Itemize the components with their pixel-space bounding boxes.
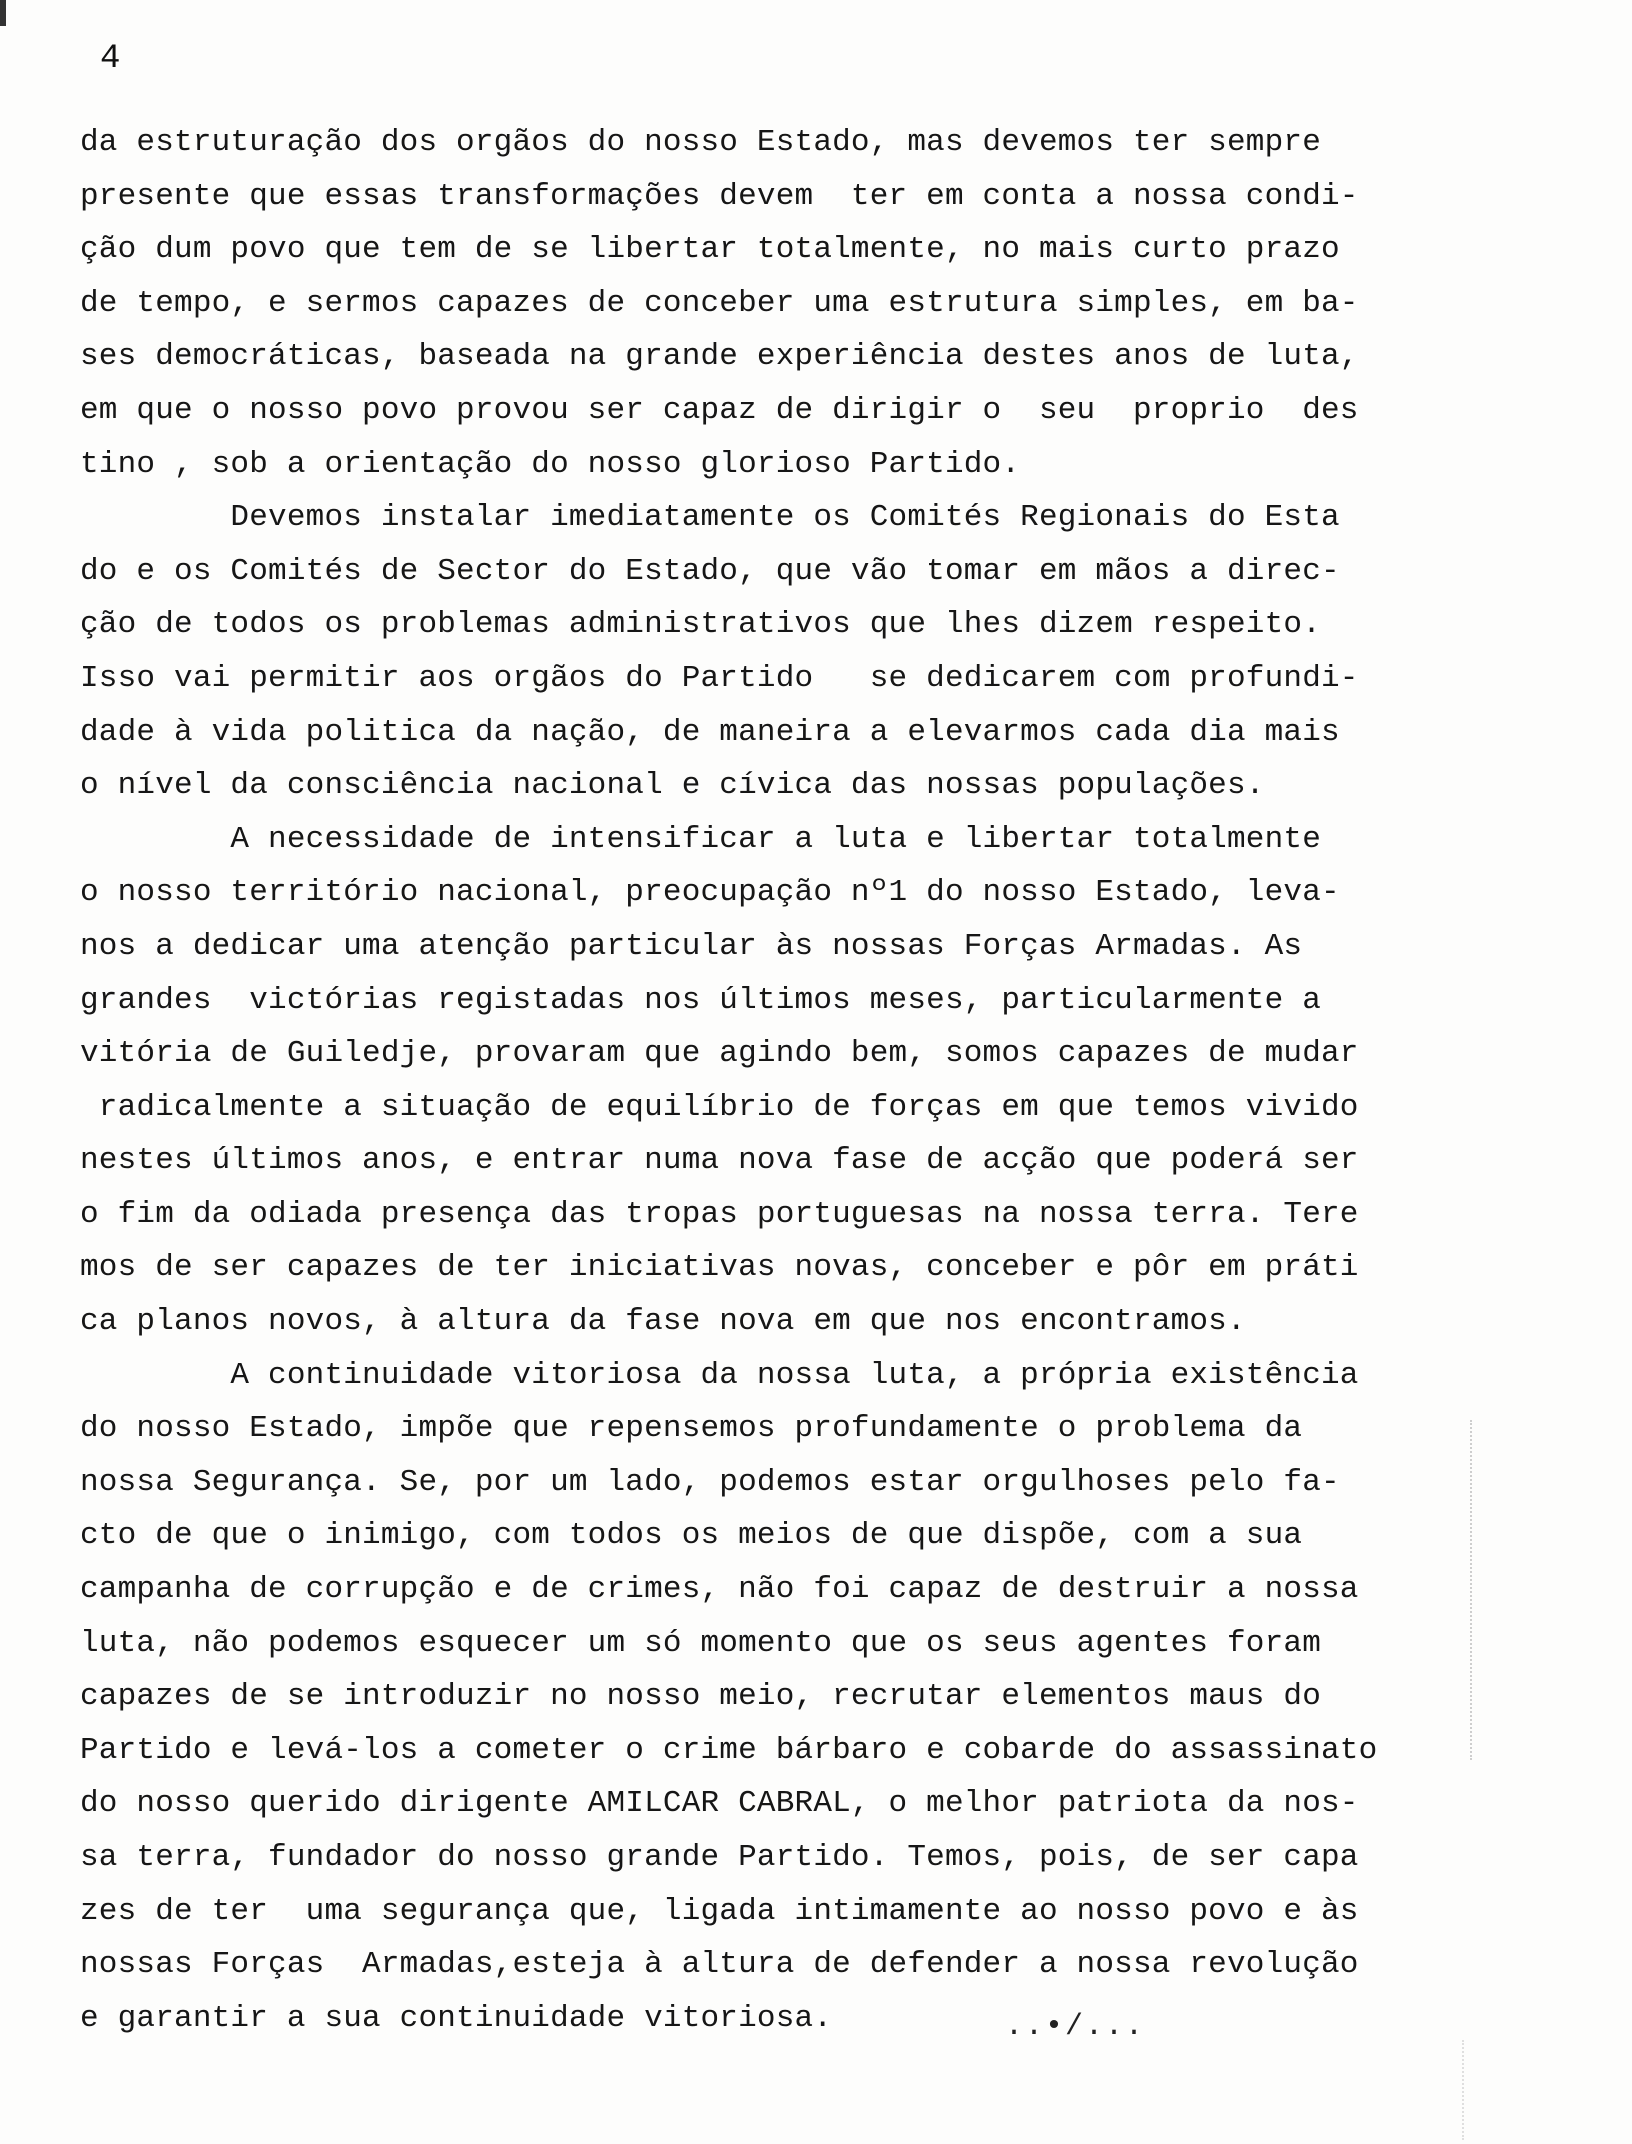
text-line: grandes victórias registadas nos últimos meses, particularmente a — [80, 982, 1321, 1018]
text-line: do e os Comités de Sector do Estado, que vão tomar em mãos a direc- — [80, 553, 1340, 589]
scan-edge-mark — [0, 0, 6, 26]
text-line: tino , sob a orientação do nosso glorioso Partido. — [80, 446, 1021, 482]
text-line: do nosso Estado, impõe que repensemos profundamente o problema da — [80, 1411, 1303, 1447]
text-line: ca planos novos, à altura da fase nova em que nos encontramos. — [80, 1304, 1246, 1340]
text-line: Partido e levá-los a cometer o crime bárbaro e cobarde do assassinato — [80, 1732, 1378, 1768]
text-line: radicalmente a situação de equilíbrio de forças em que temos vivido — [80, 1089, 1359, 1125]
text-line: do nosso querido dirigente AMILCAR CABRAL, o melhor patriota da nos- — [80, 1786, 1359, 1822]
text-line: cto de que o inimigo, com todos os meios de que dispõe, com a sua — [80, 1518, 1303, 1554]
text-line: Devemos instalar imediatamente os Comités Regionais do Esta — [80, 500, 1340, 536]
text-line: de tempo, e sermos capazes de conceber uma estrutura simples, em ba- — [80, 285, 1359, 321]
text-line: sa terra, fundador do nosso grande Partido. Temos, pois, de ser capa — [80, 1840, 1359, 1875]
text-line: Isso vai permitir aos orgãos do Partido se dedicarem com profundi- — [80, 660, 1359, 696]
body-text — [80, 116, 1440, 2045]
text-line: ses democráticas, baseada na grande experiência destes anos de luta, — [80, 339, 1359, 375]
text-line: luta, não podemos esquecer um só momento que os seus agentes foram — [80, 1625, 1321, 1661]
text-line: nossa Segurança. Se, por um lado, podemos estar orgulhoses pelo fa- — [80, 1464, 1340, 1500]
text-line: o fim da odiada presença das tropas portuguesas na nossa terra. Tere — [80, 1196, 1359, 1232]
text-line: ção dum povo que tem de se libertar totalmente, no mais curto prazo — [80, 232, 1340, 268]
text-line: campanha de corrupção e de crimes, não foi capaz de destruir a nossa — [80, 1572, 1359, 1608]
text-line: em que o nosso povo provou ser capaz de dirigir o seu proprio des — [80, 392, 1359, 428]
text-line: o nível da consciência nacional e cívica das nossas populações. — [80, 768, 1265, 804]
page-number: 4 — [100, 40, 121, 78]
scan-specks — [1470, 1420, 1476, 1760]
text-line: da estruturação dos orgãos do nosso Estado, mas devemos ter sempre — [80, 125, 1321, 160]
text-line: ção de todos os problemas administrativos que lhes dizem respeito. — [80, 607, 1321, 643]
text-line: o nosso território nacional, preocupação nº1 do nosso Estado, leva- — [80, 875, 1340, 911]
text-line: vitória de Guiledje, provaram que agindo bem, somos capazes de mudar — [80, 1036, 1359, 1072]
text-line: nossas Forças Armadas,esteja à altura de defender a nossa revolução — [80, 1947, 1359, 1983]
text-line: A necessidade de intensificar a luta e libertar totalmente — [80, 821, 1321, 857]
scan-specks — [1462, 2040, 1467, 2140]
text-line: A continuidade vitoriosa da nossa luta, a própria existência — [80, 1357, 1359, 1393]
text-line: nestes últimos anos, e entrar numa nova fase de acção que poderá ser — [80, 1143, 1359, 1179]
continuation-mark: ..•/... — [1005, 2010, 1146, 2044]
text-line: e garantir a sua continuidade vitoriosa. — [80, 2000, 833, 2036]
text-line: zes de ter uma segurança que, ligada intimamente ao nosso povo e às — [80, 1893, 1359, 1929]
text-line: dade à vida politica da nação, de maneira a elevarmos cada dia mais — [80, 714, 1340, 750]
text-line: mos de ser capazes de ter iniciativas novas, conceber e pôr em práti — [80, 1250, 1359, 1286]
text-line: capazes de se introduzir no nosso meio, recrutar elementos maus do — [80, 1679, 1321, 1715]
text-line: presente que essas transformações devem ter em conta a nossa condi- — [80, 178, 1359, 214]
text-line: nos a dedicar uma atenção particular às nossas Forças Armadas. As — [80, 928, 1303, 964]
